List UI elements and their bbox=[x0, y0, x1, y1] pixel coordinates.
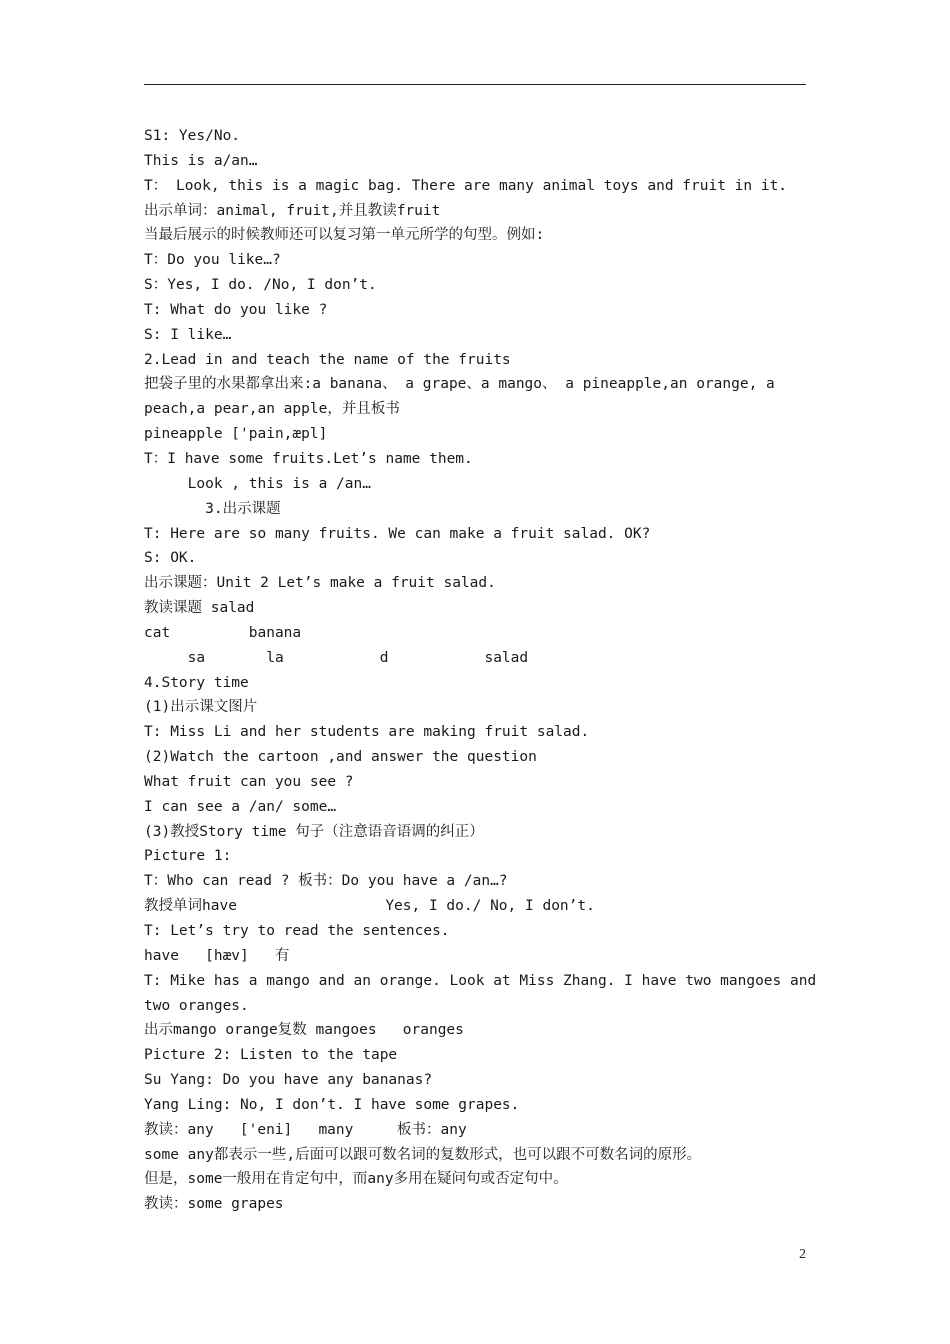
text-line: S: OK. bbox=[144, 550, 197, 567]
text-line: T: Here are so many fruits. We can make a fruit salad. OK? bbox=[144, 525, 651, 542]
text-line: peach,a pear,an apple，并且板书 bbox=[144, 401, 400, 418]
page-number: 2 bbox=[799, 1247, 806, 1262]
document-body bbox=[144, 124, 817, 1217]
text-line: T: Mike has a mango and an orange. Look at Miss Zhang. I have two mangoes and bbox=[144, 972, 817, 989]
text-line: Look , this is a /an… bbox=[144, 475, 371, 492]
text-line: (2)Watch the cartoon ,and answer the question bbox=[144, 749, 537, 766]
text-line: I can see a /an/ some… bbox=[144, 798, 337, 815]
text-line: Picture 2: Listen to the tape bbox=[144, 1047, 398, 1064]
text-line: sa la d salad bbox=[144, 649, 529, 666]
text-line: 教授单词have Yes, I do./ No, I don’t. bbox=[144, 898, 595, 915]
text-line: 把袋子里的水果都拿出来:a banana、 a grape、a mango、 a pineapple,an orange, a bbox=[144, 376, 775, 393]
text-line: What fruit can you see ? bbox=[144, 773, 354, 790]
text-line: T: What do you like ? bbox=[144, 301, 328, 318]
text-line: T： Look, this is a magic bag. There are many animal toys and fruit in it. bbox=[144, 177, 788, 194]
text-line: 出示单词：animal, fruit,并且教读fruit bbox=[144, 202, 441, 219]
header-rule bbox=[144, 84, 806, 85]
text-line: This is a/an… bbox=[144, 152, 258, 169]
text-line: Picture 1: bbox=[144, 848, 232, 865]
text-line: have [hæv] 有 bbox=[144, 947, 290, 964]
text-line: (1)出示课文图片 bbox=[144, 699, 258, 716]
text-line: 出示课题：Unit 2 Let’s make a fruit salad. bbox=[144, 575, 496, 592]
text-line: Su Yang: Do you have any bananas? bbox=[144, 1072, 433, 1089]
text-line: 教读课题 salad bbox=[144, 600, 255, 617]
text-line: S1: Yes/No. bbox=[144, 128, 241, 144]
section-heading: 3.出示课题 bbox=[144, 500, 281, 517]
text-line: T: Let’s try to read the sentences. bbox=[144, 923, 450, 939]
section-heading: 2.Lead in and teach the name of the fruits bbox=[144, 351, 511, 368]
text-line: S: I like… bbox=[144, 326, 232, 343]
text-line: 教读：any ['eni] many 板书：any bbox=[144, 1121, 467, 1138]
text-line: pineapple ['pain,æpl] bbox=[144, 426, 328, 443]
text-line: T：Do you like…? bbox=[144, 252, 281, 269]
text-line: Yang Ling: No, I don’t. I have some grapes. bbox=[144, 1096, 520, 1113]
text-line: T：Who can read ? 板书：Do you have a /an…? bbox=[144, 873, 508, 890]
text-line: 但是，some一般用在肯定句中，而any多用在疑问句或否定句中。 bbox=[144, 1171, 568, 1188]
text-line: 出示mango orange复数 mangoes oranges bbox=[144, 1022, 464, 1039]
text-line: T: Miss Li and her students are making fruit salad. bbox=[144, 724, 590, 741]
text-line: S：Yes, I do. /No, I don’t. bbox=[144, 277, 377, 294]
text-line: T：I have some fruits.Let’s name them. bbox=[144, 450, 473, 467]
text-line: (3)教授Story time 句子（注意语音语调的纠正） bbox=[144, 823, 484, 840]
text-line: cat banana bbox=[144, 624, 302, 641]
text-line: 教读：some grapes bbox=[144, 1196, 284, 1213]
text-line: 当最后展示的时候教师还可以复习第一单元所学的句型。例如: bbox=[144, 227, 545, 244]
section-heading: 4.Story time bbox=[144, 674, 249, 691]
text-line: some any都表示一些,后面可以跟可数名词的复数形式，也可以跟不可数名词的原形。 bbox=[144, 1146, 702, 1163]
text-line: two oranges. bbox=[144, 997, 249, 1014]
